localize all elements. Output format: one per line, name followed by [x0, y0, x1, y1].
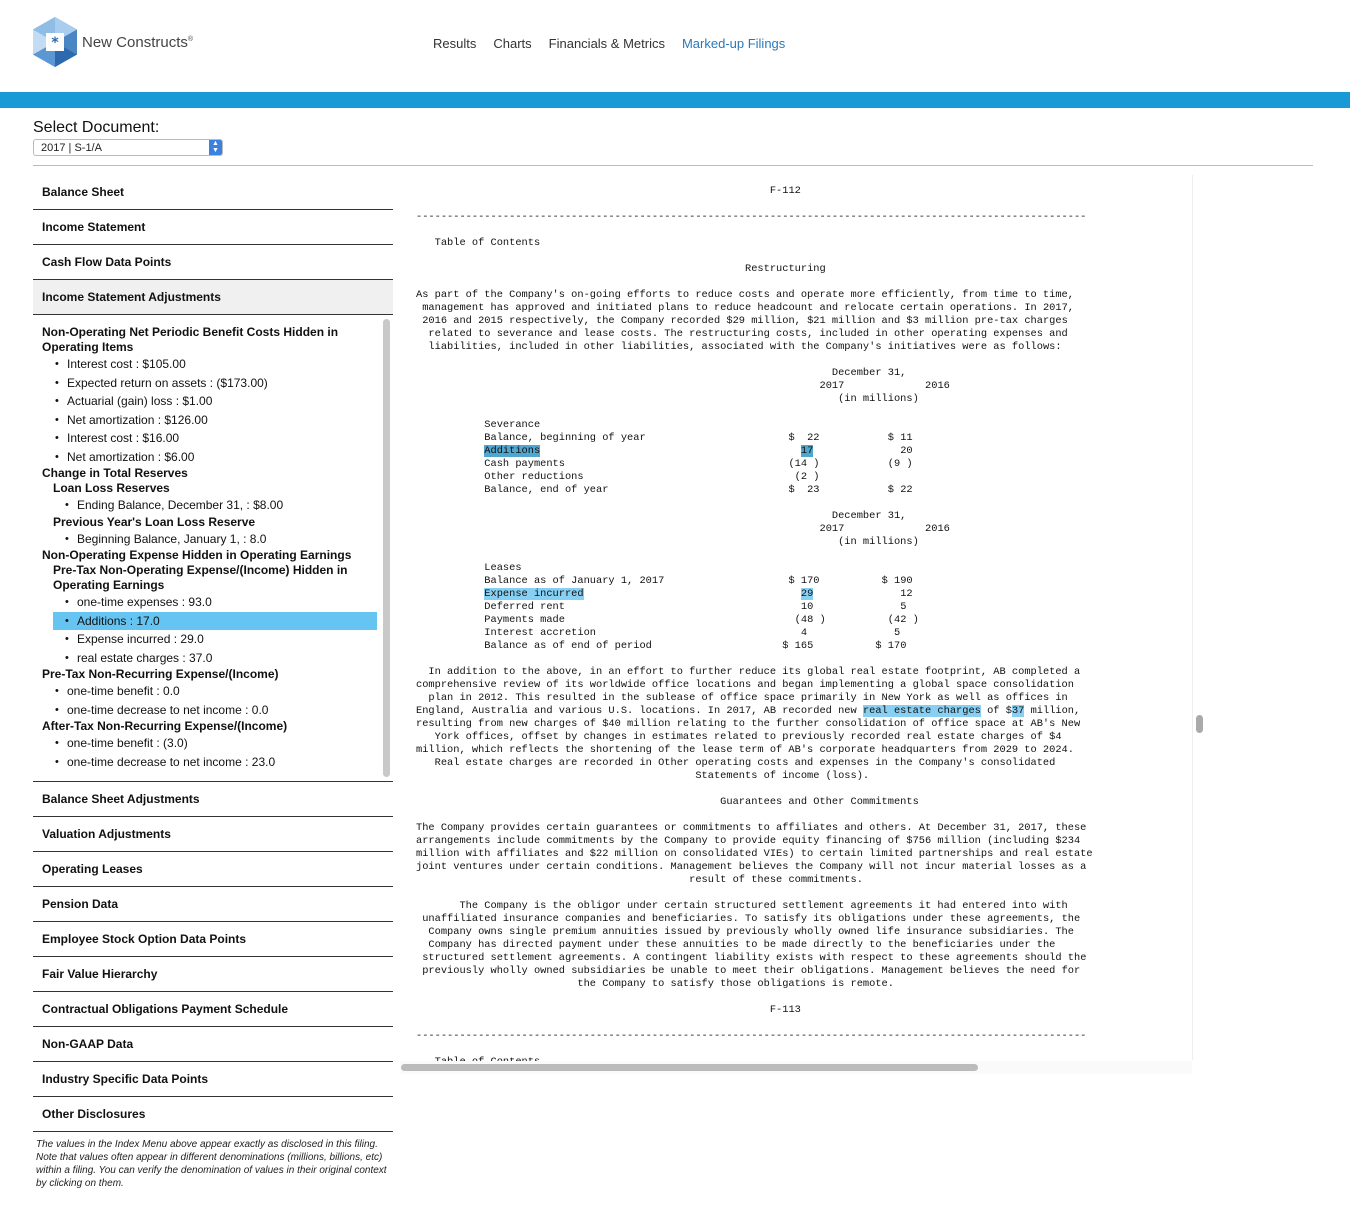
- header: [0, 0, 1350, 92]
- paragraph-line: the Company to satisfy those obligations is remote.: [577, 978, 894, 990]
- paragraph-line: arrangements include commitments by the Company to provide equity financing of $756 million (including $234: [416, 835, 1081, 847]
- table-row-label: Interest accretion: [484, 627, 597, 639]
- table-value: 4: [800, 627, 808, 639]
- subgroup-heading: Pre-Tax Non-Operating Expense/(Income) Hidden in Operating Earnings: [53, 563, 348, 592]
- list-item[interactable]: • Interest cost : $105.00: [42, 355, 377, 374]
- menu-contractual-obligations[interactable]: Contractual Obligations Payment Schedule: [33, 992, 393, 1027]
- list-item[interactable]: • Interest cost : $16.00: [42, 429, 377, 448]
- table-value: 12: [900, 588, 913, 600]
- list-item[interactable]: • Net amortization : $6.00: [42, 448, 377, 467]
- table-value: $ 11: [887, 432, 913, 444]
- highlighted-expense-incurred[interactable]: Expense incurred: [484, 588, 584, 600]
- table-date-header: December 31,: [831, 510, 907, 522]
- section-title: Restructuring: [745, 263, 826, 275]
- subgroup-heading: Previous Year's Loan Loss Reserve: [53, 514, 256, 529]
- paragraph-line: million, which reflects the shortening of the lease term of AB's corporate headquarters from 2029 to 2024.: [416, 744, 1074, 756]
- paragraph-line: The Company provides certain guarantees or commitments to affiliates and others. At December 31, 2017, these: [416, 822, 1087, 834]
- list-item[interactable]: • Net amortization : $126.00: [42, 411, 377, 430]
- paragraph-line: joint ventures under certain conditions. Management believes the Company will not incur material losses as a: [416, 861, 1087, 873]
- paragraph-line: resulting from new charges of $40 million relating to the further consolidation of office space at AB's New: [416, 718, 1081, 730]
- table-value: (9 ): [887, 458, 913, 470]
- nav-marked-up-filings[interactable]: Marked-up Filings: [681, 36, 786, 51]
- toc-link[interactable]: Table of Contents: [434, 237, 541, 249]
- paragraph-line: liabilities, included in other liabilities, associated with the Company's initiatives were as follows:: [428, 341, 1062, 353]
- table-unit: (in millions): [838, 536, 919, 548]
- page-rule: ------------------------------------------------------------------------------------------------------------: [416, 211, 1087, 223]
- brand-name-text: New Constructs: [82, 33, 188, 51]
- menu-income-statement-adjustments[interactable]: Income Statement Adjustments: [33, 280, 393, 315]
- menu-income-statement[interactable]: Income Statement: [33, 210, 393, 245]
- nav-financials-metrics[interactable]: Financials & Metrics: [548, 36, 665, 51]
- paragraph-line: Real estate charges are recorded in Other operating costs and expenses in the Company's consolidated: [434, 757, 1056, 769]
- list-item-selected[interactable]: • Additions : 17.0: [53, 612, 377, 631]
- list-item[interactable]: • Ending Balance, December 31, : $8.00: [42, 496, 377, 515]
- table-value: (2 ): [794, 471, 820, 483]
- vertical-scroll-thumb[interactable]: [1196, 715, 1203, 733]
- registered-mark: ®: [187, 35, 194, 43]
- list-item[interactable]: • one-time decrease to net income : 23.0: [42, 753, 377, 772]
- table-row-label: Other reductions: [484, 471, 584, 483]
- group-heading: Non-Operating Expense Hidden in Operating Earnings: [42, 548, 352, 562]
- paragraph-line: In addition to the above, in an effort to further reduce its global real estate footprint, AB completed a: [428, 666, 1081, 678]
- paragraph-line: Statements of income (loss).: [695, 770, 870, 782]
- menu-valuation-adjustments[interactable]: Valuation Adjustments: [33, 817, 393, 852]
- highlighted-real-estate-charges[interactable]: real estate charges: [862, 705, 981, 717]
- table-section: Severance: [484, 419, 541, 431]
- list-item[interactable]: • real estate charges : 37.0: [42, 649, 377, 668]
- highlighted-additions[interactable]: Additions: [484, 445, 541, 457]
- table-value: $ 190: [881, 575, 913, 587]
- table-row-label: Payments made: [484, 614, 565, 626]
- index-note: The values in the Index Menu above appear exactly as disclosed in this filing. Note that values often appear in different denominations (millions, billions, etc) within a filing. You can verify the denomination of values in their original context by clicking on them.: [36, 1139, 387, 1189]
- paragraph-line: England, Australia and various U.S. locations. In 2017, AB recorded new: [416, 705, 863, 717]
- paragraph-line: Company owns single premium annuities issued by previously wholly owned life insurance subsidiaries. The: [428, 926, 1074, 938]
- menu-non-gaap-data[interactable]: Non-GAAP Data: [33, 1027, 393, 1062]
- table-value: 10: [800, 601, 814, 613]
- list-item[interactable]: • one-time decrease to net income : 0.0: [42, 701, 377, 720]
- highlighted-additions-value[interactable]: 17: [800, 445, 814, 457]
- index-menu: [33, 175, 393, 1190]
- menu-fair-value-hierarchy[interactable]: Fair Value Hierarchy: [33, 957, 393, 992]
- table-value: 20: [900, 445, 913, 457]
- paragraph-line: comprehensive review of its worldwide office locations and began implementing a global space consolidation: [416, 679, 1074, 691]
- table-value: $ 22: [887, 484, 913, 496]
- subgroup-heading: Loan Loss Reserves: [53, 481, 170, 495]
- horizontal-scroll-thumb[interactable]: [401, 1064, 978, 1071]
- table-year-2: 2016: [925, 380, 950, 392]
- menu-balance-sheet-adjustments[interactable]: Balance Sheet Adjustments: [33, 782, 393, 817]
- brand-name: [82, 34, 193, 51]
- table-value: 5: [900, 601, 907, 613]
- document-select[interactable]: [33, 139, 223, 156]
- adjustments-list: [42, 325, 377, 771]
- table-value: $ 170: [875, 640, 907, 652]
- list-item[interactable]: • one-time benefit : 0.0: [42, 682, 377, 701]
- menu-pension-data[interactable]: Pension Data: [33, 887, 393, 922]
- paragraph-text: million,: [1024, 705, 1081, 717]
- group-heading: Pre-Tax Non-Recurring Expense/(Income): [42, 667, 279, 681]
- list-item[interactable]: • one-time benefit : (3.0): [42, 734, 377, 753]
- table-row-label: Deferred rent: [484, 601, 565, 613]
- list-item[interactable]: • Expected return on assets : ($173.00): [42, 374, 377, 393]
- table-value: $ 22: [788, 432, 820, 444]
- paragraph-line: The Company is the obligor under certain structured settlement agreements it had entered into with: [459, 900, 1068, 912]
- paragraph-line: As part of the Company's on-going efforts to reduce costs and operate more efficiently, from time to time,: [416, 289, 1074, 301]
- list-item[interactable]: • one-time expenses : 93.0: [42, 593, 377, 612]
- table-row-label: Balance, beginning of year: [484, 432, 646, 444]
- paragraph-line: structured settlement agreements. A contingent liability exists with respect to these agreements should the: [422, 952, 1087, 964]
- section-title: Guarantees and Other Commitments: [720, 796, 919, 808]
- menu-other-disclosures[interactable]: Other Disclosures: [33, 1097, 393, 1132]
- table-row-label: Balance, end of year: [484, 484, 609, 496]
- document-select-value: 2017 | S-1/A: [41, 142, 102, 154]
- blue-banner: [0, 92, 1350, 108]
- highlighted-expense-value[interactable]: 29: [800, 588, 814, 600]
- table-year-2: 2016: [925, 523, 950, 535]
- table-value: (14 ): [788, 458, 820, 470]
- group-heading: Change in Total Reserves: [42, 466, 188, 480]
- page-rule: ------------------------------------------------------------------------------------------------------------: [416, 1030, 1087, 1042]
- table-value: 5: [893, 627, 901, 639]
- table-row-label: Balance as of January 1, 2017: [484, 575, 665, 587]
- highlighted-real-estate-value[interactable]: 37: [1011, 705, 1025, 717]
- adjustments-panel: [33, 315, 393, 782]
- list-item[interactable]: • Expense incurred : 29.0: [42, 630, 377, 649]
- page-number: F-113: [769, 1004, 801, 1016]
- group-heading: After-Tax Non-Recurring Expense/(Income): [42, 719, 288, 733]
- table-section: Leases: [484, 562, 522, 574]
- filing-viewer: [400, 175, 1206, 1075]
- menu-industry-specific[interactable]: Industry Specific Data Points: [33, 1062, 393, 1097]
- menu-operating-leases[interactable]: Operating Leases: [33, 852, 393, 887]
- select-document-label: Select Document:: [33, 119, 160, 136]
- table-unit: (in millions): [838, 393, 919, 405]
- table-row-label: Cash payments: [484, 458, 565, 470]
- menu-balance-sheet[interactable]: Balance Sheet: [33, 175, 393, 210]
- paragraph-line: million with affiliates and $22 million on consolidated VIEs) to certain limited partnerships and real estate: [416, 848, 1093, 860]
- paragraph-line: related to severance and lease costs. The restructuring costs, included in other operating expenses and: [428, 328, 1068, 340]
- list-item[interactable]: • Beginning Balance, January 1, : 8.0: [42, 530, 377, 549]
- paragraph-line: previously wholly owned subsidiaries be unable to meet their obligations. Management believes the need for: [422, 965, 1081, 977]
- svg-text:*: *: [51, 35, 59, 51]
- filing-text: [416, 185, 1093, 1069]
- brand-logo[interactable]: [32, 16, 193, 68]
- paragraph-line: Company has directed payment under these annuities to be made directly to the beneficiaries under the: [428, 939, 1056, 951]
- paragraph-line: York offices, offset by changes in estimates related to previously recorded real estate charges of $4: [434, 731, 1062, 743]
- table-value: (42 ): [887, 614, 919, 626]
- table-year-1: 2017: [819, 523, 845, 535]
- table-value: $ 165: [782, 640, 814, 652]
- table-date-header: December 31,: [831, 367, 907, 379]
- paragraph-line: 2016 and 2015 respectively, the Company recorded $29 million, $21 million and $3 million pre-tax charges: [422, 315, 1068, 327]
- list-item[interactable]: • Actuarial (gain) loss : $1.00: [42, 392, 377, 411]
- paragraph-text: of $: [980, 705, 1012, 717]
- menu-employee-stock-option[interactable]: Employee Stock Option Data Points: [33, 922, 393, 957]
- table-value: (48 ): [794, 614, 826, 626]
- paragraph-line: management has approved and initiated plans to reduce headcount and relocate certain operations. In 2017,: [422, 302, 1074, 314]
- paragraph-line: plan in 2012. This resulted in the sublease of office space primarily in New York as well as offices in: [428, 692, 1068, 704]
- nav-charts[interactable]: Charts: [493, 36, 532, 51]
- hexagon-logo-icon: [32, 16, 78, 68]
- vertical-scrollbar[interactable]: [1192, 175, 1209, 1060]
- paragraph-line: unaffiliated insurance companies and beneficiaries. To satisfy its obligations under these agreements, the: [422, 913, 1081, 925]
- page-number: F-112: [769, 185, 801, 197]
- panel-scrollbar[interactable]: [383, 319, 390, 777]
- nav-results[interactable]: Results: [433, 36, 477, 51]
- menu-cash-flow-data-points[interactable]: Cash Flow Data Points: [33, 245, 393, 280]
- table-row-label: Balance as of end of period: [484, 640, 652, 652]
- table-value: $ 170: [788, 575, 820, 587]
- paragraph-line: result of these commitments.: [689, 874, 863, 886]
- table-year-1: 2017: [819, 380, 845, 392]
- table-value: $ 23: [788, 484, 820, 496]
- top-nav: [433, 36, 802, 51]
- divider: [33, 165, 1313, 166]
- group-heading: Non-Operating Net Periodic Benefit Costs Hidden in Operating Items: [42, 325, 339, 354]
- select-arrows-icon: ▲ ▼: [209, 140, 222, 155]
